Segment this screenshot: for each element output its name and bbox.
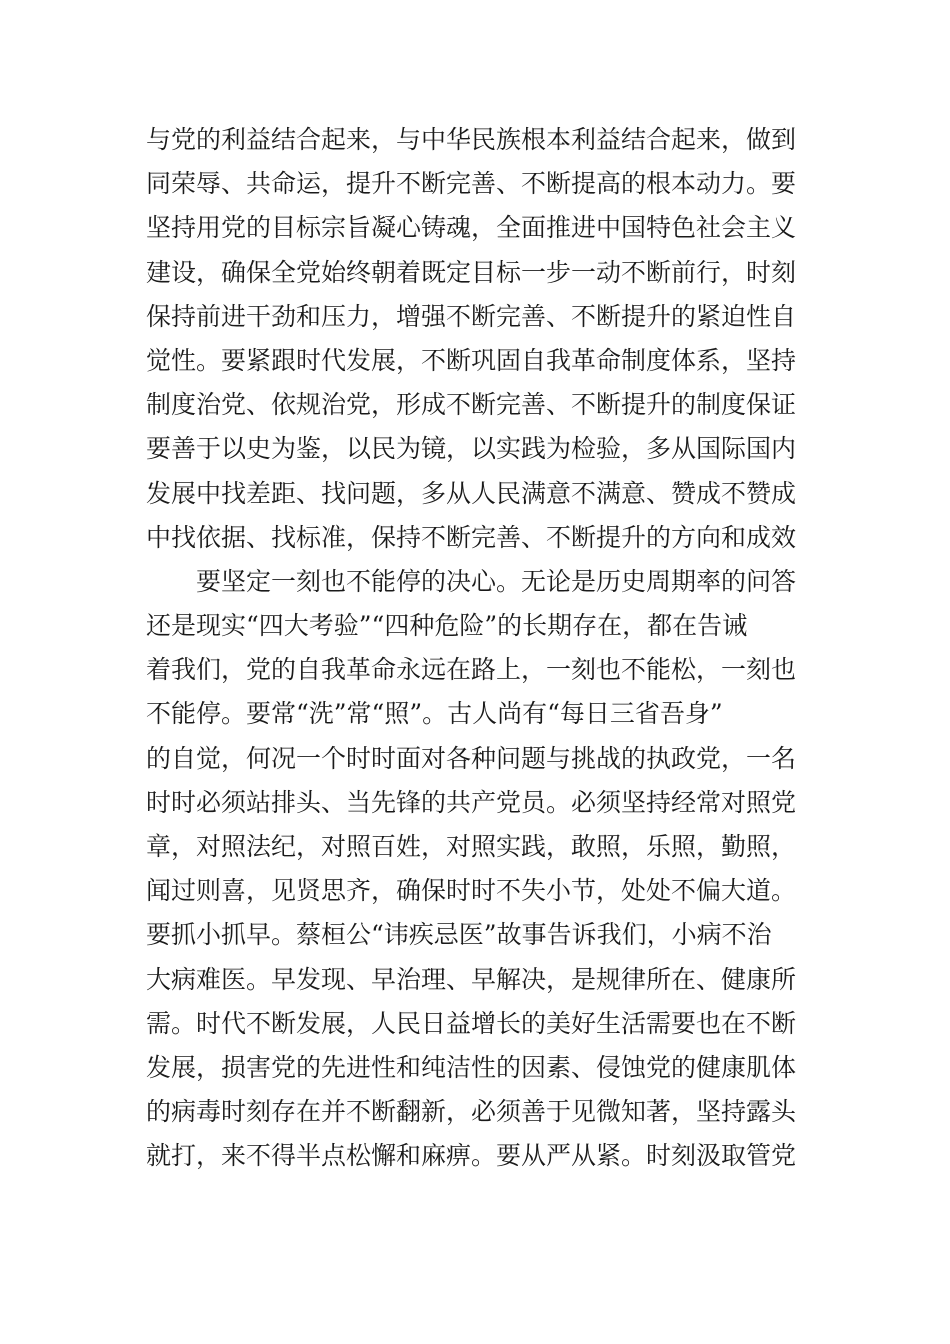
text-line-1: 与党的利益结合起来，与中华民族根本利益结合起来，做到: [146, 125, 797, 154]
text-line-4: 建设，确保全党始终朝着既定目标一步一动不断前行，时刻: [146, 257, 797, 287]
body-text: [146, 118, 816, 1179]
text-line-19: 要抓小抓早。蔡桓公“讳疾忌医”故事告诉我们，小病不治: [146, 920, 772, 950]
text-line-15: 的自觉，何况一个时时面对各种问题与挑战的执政党，一名: [146, 743, 797, 773]
text-line-13: 着我们，党的自我革命永远在路上，一刻也不能松，一刻也: [146, 655, 797, 685]
text-line-7: 制度治党、依规治党，形成不断完善、不断提升的制度保证: [146, 390, 797, 420]
text-line-12: 还是现实“四大考验”“四种危险”的长期存在，都在告诫: [146, 611, 748, 641]
text-line-23: 的病毒时刻存在并不断翻新，必须善于见微知著，坚持露头: [146, 1097, 797, 1127]
text-line-20: 大病难医。早发现、早治理、早解决，是规律所在、健康所: [146, 964, 797, 994]
text-line-17: 章，对照法纪，对照百姓，对照实践，敢照，乐照，勤照，: [146, 832, 797, 861]
text-line-9: 发展中找差距、找问题，多从人民满意不满意、赞成不赞成: [146, 478, 797, 508]
text-line-6: 觉性。要紧跟时代发展，不断巩固自我革命制度体系，坚持: [146, 345, 797, 375]
text-line-2: 同荣辱、共命运，提升不断完善、不断提高的根本动力。要: [146, 169, 797, 199]
text-line-18: 闻过则喜，见贤思齐，确保时时不失小节，处处不偏大道。: [146, 876, 797, 906]
text-line-16: 时时必须站排头、当先锋的共产党员。必须坚持经常对照党: [146, 787, 797, 817]
text-line-10: 中找依据、找标准，保持不断完善、不断提升的方向和成效: [146, 522, 797, 552]
text-line-8: 要善于以史为鉴，以民为镜，以实践为检验，多从国际国内: [146, 434, 797, 464]
paragraph-start-line: 要坚定一刻也不能停的决心。无论是历史周期率的问答: [196, 566, 797, 596]
text-line-14: 不能停。要常“洗”常“照”。古人尚有“每日三省吾身”: [146, 699, 723, 729]
text-line-22: 发展，损害党的先进性和纯洁性的因素、侵蚀党的健康肌体: [146, 1052, 797, 1082]
text-line-3: 坚持用党的目标宗旨凝心铸魂，全面推进中国特色社会主义: [146, 213, 797, 243]
text-line-5: 保持前进干劲和压力，增强不断完善、不断提升的紧迫性自: [146, 301, 797, 331]
text-line-24: 就打，来不得半点松懈和麻痹。要从严从紧。时刻汲取管党: [146, 1141, 797, 1171]
text-line-21: 需。时代不断发展，人民日益增长的美好生活需要也在不断: [146, 1008, 797, 1038]
